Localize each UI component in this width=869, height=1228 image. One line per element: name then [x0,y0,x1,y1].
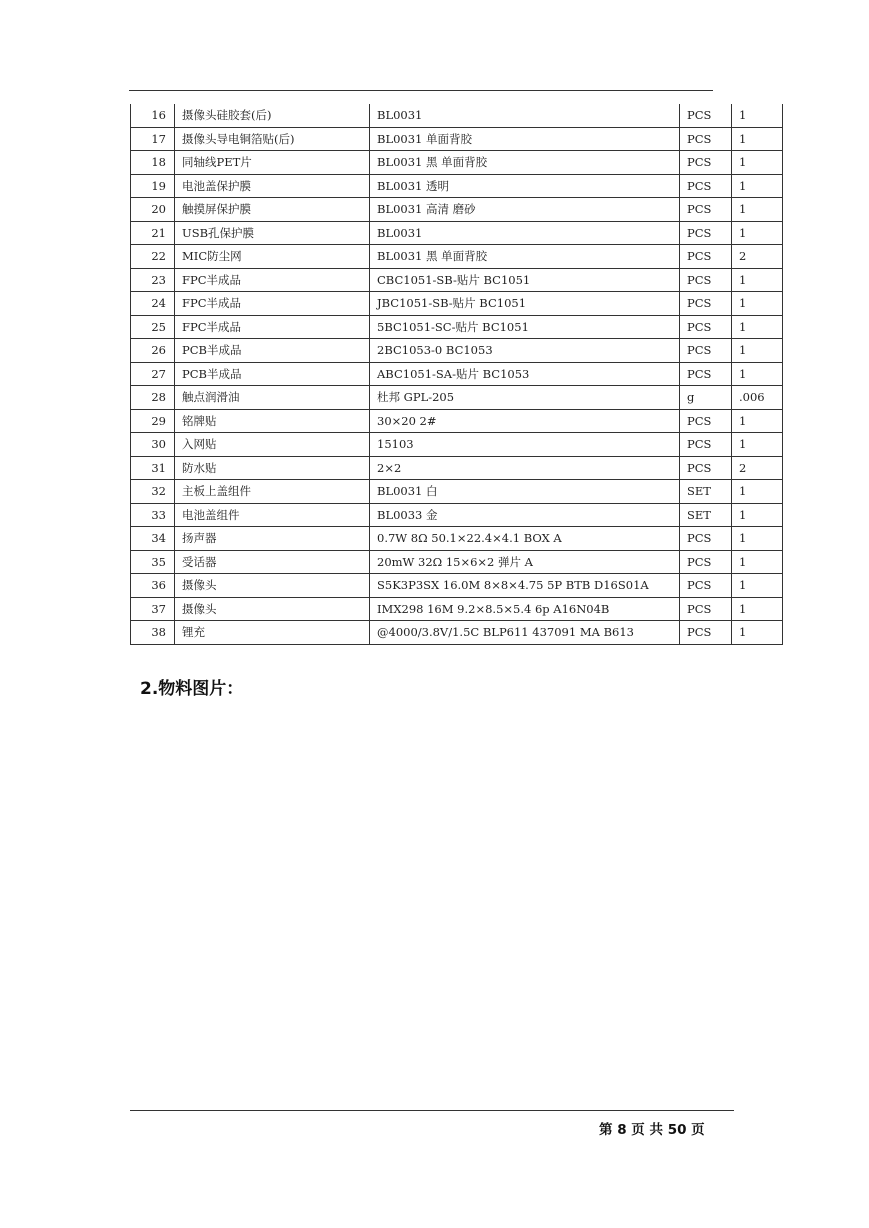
material-name-cell: MIC防尘网 [175,245,370,269]
unit-cell: PCS [680,104,732,127]
unit-cell: PCS [680,456,732,480]
bom-table [130,104,783,645]
table-row [131,621,783,645]
row-number-cell: 29 [131,409,175,433]
quantity-cell: 1 [732,550,783,574]
row-number-cell: 22 [131,245,175,269]
quantity-cell: 1 [732,362,783,386]
table-row [131,362,783,386]
row-number-cell: 18 [131,151,175,175]
row-number-cell: 32 [131,480,175,504]
row-number-cell: 20 [131,198,175,222]
unit-cell: PCS [680,621,732,645]
material-name-cell: 电池盖保护膜 [175,174,370,198]
quantity-cell: 1 [732,597,783,621]
table-row [131,597,783,621]
quantity-cell: 1 [732,268,783,292]
unit-cell: PCS [680,339,732,363]
material-name-cell: 摄像头硅胶套(后) [175,104,370,127]
spec-cell: BL0031 高清 磨砂 [370,198,680,222]
table-row [131,527,783,551]
quantity-cell: 1 [732,433,783,457]
spec-cell: BL0031 白 [370,480,680,504]
unit-cell: SET [680,480,732,504]
material-name-cell: FPC半成品 [175,268,370,292]
unit-cell: PCS [680,174,732,198]
table-row [131,386,783,410]
table-row [131,268,783,292]
unit-cell: PCS [680,550,732,574]
row-number-cell: 31 [131,456,175,480]
unit-cell: PCS [680,198,732,222]
spec-cell: BL0031 透明 [370,174,680,198]
unit-cell: PCS [680,315,732,339]
spec-cell: BL0033 金 [370,503,680,527]
quantity-cell: 1 [732,151,783,175]
unit-cell: PCS [680,409,732,433]
unit-cell: PCS [680,433,732,457]
quantity-cell: 1 [732,339,783,363]
material-name-cell: 摄像头 [175,597,370,621]
spec-cell: 5BC1051-SC-贴片 BC1051 [370,315,680,339]
spec-cell: 0.7W 8Ω 50.1×22.4×4.1 BOX A [370,527,680,551]
spec-cell: JBC1051-SB-贴片 BC1051 [370,292,680,316]
table-row [131,221,783,245]
unit-cell: PCS [680,292,732,316]
material-name-cell: 摄像头导电铜箔贴(后) [175,127,370,151]
unit-cell: PCS [680,362,732,386]
spec-cell: 30×20 2# [370,409,680,433]
spec-cell: BL0031 [370,221,680,245]
quantity-cell: 1 [732,174,783,198]
unit-cell: PCS [680,268,732,292]
footer-rule [130,1110,734,1111]
material-name-cell: 受话器 [175,550,370,574]
unit-cell: g [680,386,732,410]
quantity-cell: 1 [732,315,783,339]
material-name-cell: 防水贴 [175,456,370,480]
spec-cell: 15103 [370,433,680,457]
quantity-cell: 1 [732,104,783,127]
spec-cell: CBC1051-SB-贴片 BC1051 [370,268,680,292]
quantity-cell: 1 [732,292,783,316]
material-name-cell: 扬声器 [175,527,370,551]
material-name-cell: FPC半成品 [175,292,370,316]
spec-cell: @4000/3.8V/1.5C BLP611 437091 MA B613 [370,621,680,645]
row-number-cell: 25 [131,315,175,339]
quantity-cell: 1 [732,503,783,527]
spec-cell: IMX298 16M 9.2×8.5×5.4 6p A16N04B [370,597,680,621]
row-number-cell: 23 [131,268,175,292]
unit-cell: SET [680,503,732,527]
spec-cell: 20mW 32Ω 15×6×2 弹片 A [370,550,680,574]
spec-cell: 2×2 [370,456,680,480]
quantity-cell: 2 [732,245,783,269]
quantity-cell: 1 [732,198,783,222]
quantity-cell: 1 [732,480,783,504]
unit-cell: PCS [680,127,732,151]
material-name-cell: USB孔保护膜 [175,221,370,245]
table-row [131,456,783,480]
spec-cell: ABC1051-SA-贴片 BC1053 [370,362,680,386]
row-number-cell: 26 [131,339,175,363]
table-row [131,315,783,339]
material-name-cell: PCB半成品 [175,362,370,386]
table-row [131,127,783,151]
row-number-cell: 17 [131,127,175,151]
table-row [131,174,783,198]
header-rule [129,90,713,91]
row-number-cell: 30 [131,433,175,457]
material-name-cell: 触摸屏保护膜 [175,198,370,222]
quantity-cell: 2 [732,456,783,480]
row-number-cell: 28 [131,386,175,410]
table-row [131,503,783,527]
material-name-cell: 电池盖组件 [175,503,370,527]
quantity-cell: 1 [732,127,783,151]
unit-cell: PCS [680,245,732,269]
material-name-cell: FPC半成品 [175,315,370,339]
table-row [131,292,783,316]
table-row [131,433,783,457]
quantity-cell: 1 [732,574,783,598]
row-number-cell: 27 [131,362,175,386]
material-name-cell: PCB半成品 [175,339,370,363]
unit-cell: PCS [680,597,732,621]
page-number: 第 8 页 共 50 页 [599,1122,705,1138]
unit-cell: PCS [680,527,732,551]
material-name-cell: 锂充 [175,621,370,645]
spec-cell: BL0031 黑 单面背胶 [370,151,680,175]
table-row [131,550,783,574]
table-row [131,339,783,363]
row-number-cell: 35 [131,550,175,574]
table-row [131,151,783,175]
row-number-cell: 21 [131,221,175,245]
spec-cell: 2BC1053-0 BC1053 [370,339,680,363]
table-row [131,480,783,504]
material-name-cell: 入网贴 [175,433,370,457]
row-number-cell: 19 [131,174,175,198]
row-number-cell: 24 [131,292,175,316]
spec-cell: BL0031 单面背胶 [370,127,680,151]
unit-cell: PCS [680,221,732,245]
material-name-cell: 主板上盖组件 [175,480,370,504]
table-row [131,409,783,433]
spec-cell: 杜邦 GPL-205 [370,386,680,410]
table-row [131,198,783,222]
row-number-cell: 36 [131,574,175,598]
quantity-cell: 1 [732,621,783,645]
table-row [131,104,783,127]
row-number-cell: 33 [131,503,175,527]
table-row [131,245,783,269]
quantity-cell: 1 [732,221,783,245]
section-title: 2.物料图片： [140,679,244,699]
table-row [131,574,783,598]
spec-cell: BL0031 黑 单面背胶 [370,245,680,269]
row-number-cell: 37 [131,597,175,621]
row-number-cell: 38 [131,621,175,645]
spec-cell: S5K3P3SX 16.0M 8×8×4.75 5P BTB D16S01A [370,574,680,598]
material-name-cell: 触点润滑油 [175,386,370,410]
material-name-cell: 同轴线PET片 [175,151,370,175]
unit-cell: PCS [680,574,732,598]
row-number-cell: 34 [131,527,175,551]
quantity-cell: 1 [732,409,783,433]
material-name-cell: 摄像头 [175,574,370,598]
spec-cell: BL0031 [370,104,680,127]
unit-cell: PCS [680,151,732,175]
quantity-cell: 1 [732,527,783,551]
material-name-cell: 铭牌贴 [175,409,370,433]
row-number-cell: 16 [131,104,175,127]
quantity-cell: .006 [732,386,783,410]
